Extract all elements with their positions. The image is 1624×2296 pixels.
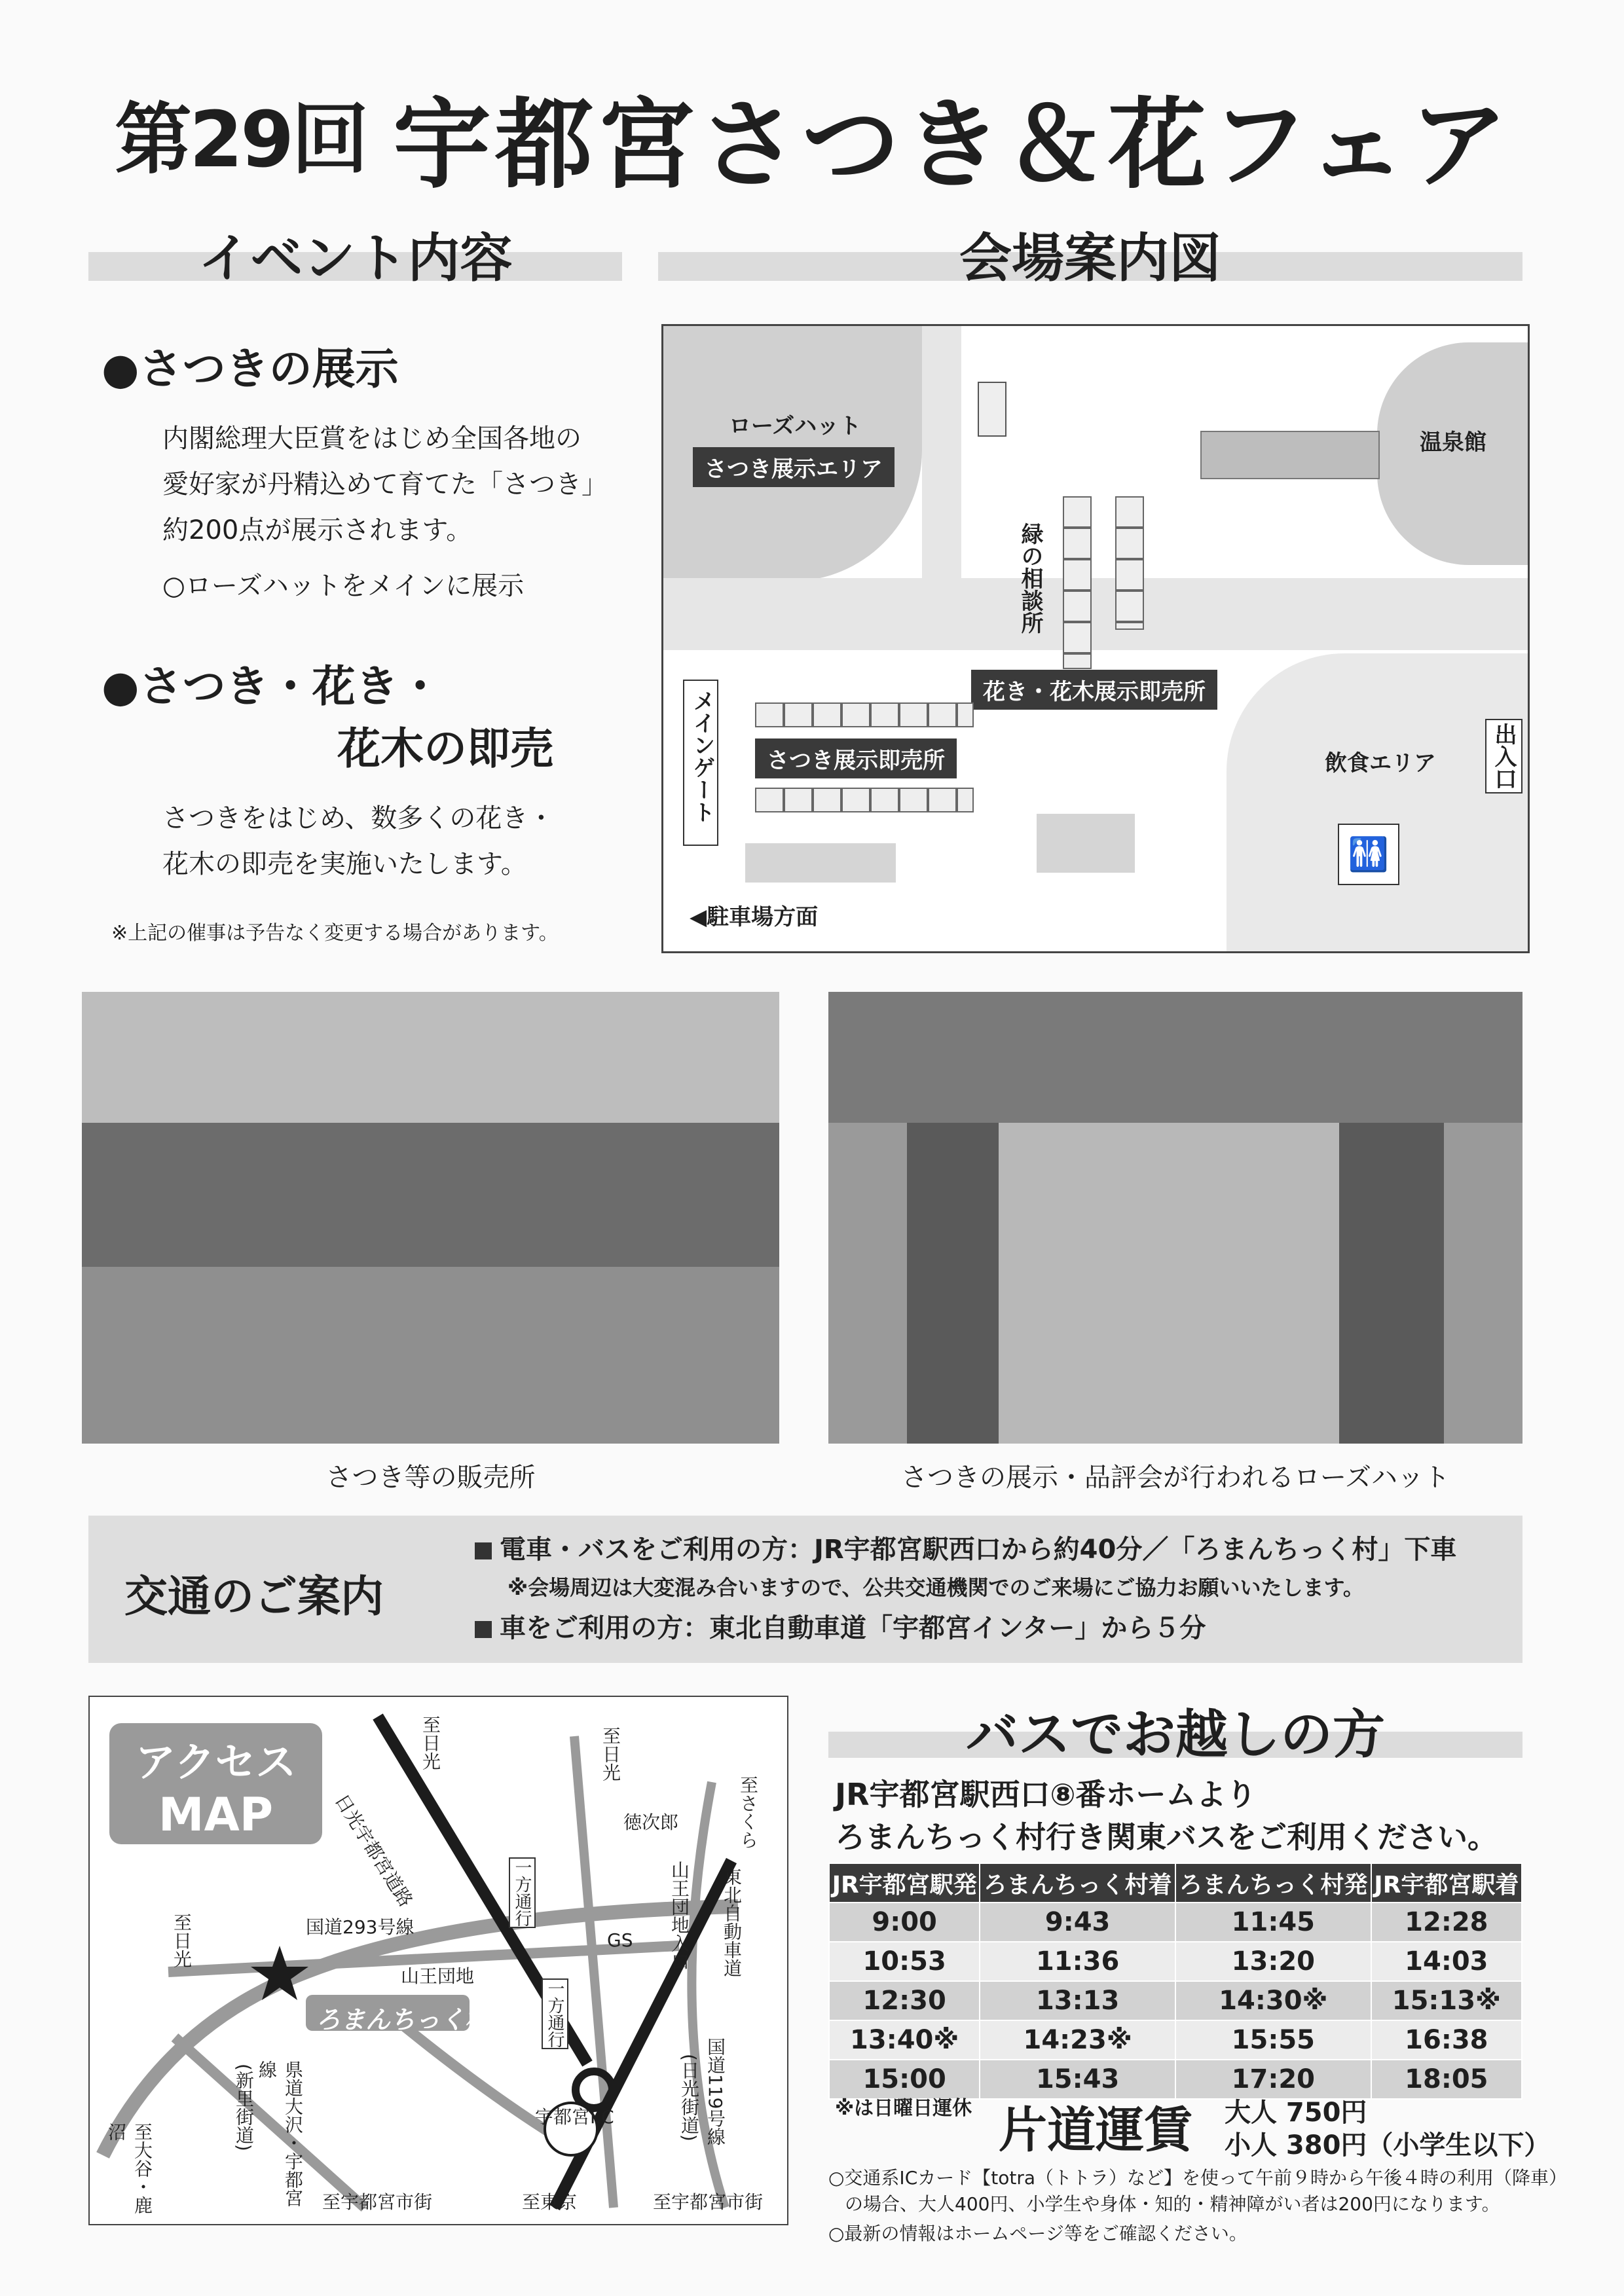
city-label-1: 至宇都宮市街 — [322, 2191, 433, 2213]
nikko-top-label: 至日光 — [420, 1715, 441, 1770]
page-title: 宇都宮さつき＆花フェア — [393, 88, 1512, 202]
oneway-label-2: 一方通行 — [542, 1978, 568, 2049]
timetable-cell: 9:00 — [829, 1903, 980, 1942]
timetable-cell: 15:55 — [1175, 2020, 1371, 2060]
timetable-cell: 13:20 — [1175, 1942, 1371, 1981]
venue-heading: 会場案内図 — [959, 228, 1221, 289]
item1-title: ●さつきの展示 — [101, 344, 399, 394]
block-2 — [1037, 814, 1135, 873]
item2-title-line2: 花木の即売 — [337, 723, 553, 774]
sale-tents-2 — [755, 788, 974, 812]
satsuki-sale-tag: さつき展示即売所 — [755, 738, 957, 778]
table-row — [829, 1981, 1522, 2020]
fare-adult: 大人 750円 — [1225, 2098, 1367, 2128]
timetable-cell: 15:13※ — [1371, 1981, 1522, 2020]
bus-line1: JR宇都宮駅西口⑧番ホームより — [835, 1777, 1257, 1812]
sanno-entrance-label: 山王団地入口 — [669, 1861, 690, 1971]
timetable-header: ろまんちっく村発 — [1175, 1863, 1371, 1903]
access-map — [88, 1696, 788, 2225]
green-booths-1 — [1063, 496, 1092, 669]
traffic-line1 — [475, 1529, 1456, 1566]
bus-line2: ろまんちっく村行き関東バスをご利用ください。 — [835, 1819, 1498, 1855]
sakura-label: 至さくら — [737, 1776, 759, 1849]
gs-label: GS — [607, 1929, 633, 1951]
walkway-vertical — [922, 326, 961, 650]
timetable-cell: 14:30※ — [1175, 1981, 1371, 2020]
photo-aisle — [999, 1123, 1339, 1444]
nikko-right-label: 至日光 — [600, 1726, 621, 1781]
traffic-line2-text: 車をご利用の方：東北自動車道「宇都宮インター」から５分 — [500, 1613, 1206, 1643]
bullet-square — [475, 1542, 492, 1559]
traffic-heading: 交通のご案内 — [124, 1571, 384, 1622]
timetable-cell: 15:43 — [980, 2060, 1175, 2099]
timetable-cell: 9:43 — [980, 1903, 1175, 1942]
route119-label: 国道119号線 — [705, 2037, 726, 2146]
table-row — [829, 1942, 1522, 1981]
timetable-header: JR宇都宮駅着 — [1371, 1863, 1522, 1903]
oya-label: 至大谷・鹿沼 — [105, 2123, 153, 2214]
timetable-cell: 13:40※ — [829, 2020, 980, 2060]
latest-note: ○最新の情報はホームページ等をご確認ください。 — [828, 2223, 1247, 2244]
sale-tents-1 — [755, 702, 974, 727]
event-heading: イベント内容 — [198, 228, 513, 289]
photo-left-caption: さつき等の販売所 — [325, 1463, 536, 1493]
photo-roof — [828, 992, 1522, 1123]
item1-line: 内閣総理大臣賞をはじめ全国各地の — [162, 424, 581, 454]
item1-line: 約200点が展示されます。 — [162, 515, 473, 545]
photo-ground — [82, 1267, 779, 1444]
utsunomiya-ic-label: 宇都宮I.C — [535, 2106, 614, 2128]
route293-label: 国道293号線 — [306, 1916, 415, 1938]
timetable-header: JR宇都宮駅発 — [829, 1863, 980, 1903]
tokujiro-label: 徳次郎 — [623, 1812, 679, 1833]
timetable-cell: 12:30 — [829, 1981, 980, 2020]
item2-line: さつきをはじめ、数多くの花き・ — [162, 803, 555, 833]
photo-right-caption: さつきの展示・品評会が行われるローズハット — [901, 1463, 1450, 1493]
timetable-cell: 14:23※ — [980, 2020, 1175, 2060]
access-title-line1: アクセス — [135, 1738, 297, 1786]
timetable-cell: 10:53 — [829, 1942, 980, 1981]
onsen-label: 温泉館 — [1420, 429, 1486, 456]
item2-title-line1: ●さつき・花き・ — [101, 661, 442, 712]
timetable-cell: 12:28 — [1371, 1903, 1522, 1942]
timetable-cell: 11:36 — [980, 1942, 1175, 1981]
tohoku-exp-label: 東北自動車道 — [721, 1867, 743, 1977]
bullet-square — [475, 1621, 492, 1638]
city-label-2: 至宇都宮市街 — [653, 2191, 764, 2213]
ic-note-line1: ○交通系ICカード【totra（トトラ）など】を使って午前９時から午後４時の利用（降車） — [828, 2167, 1568, 2189]
table-row — [829, 1903, 1522, 1942]
food-area-bg — [1227, 653, 1528, 951]
green-consult-label: 緑の相談所 — [1017, 522, 1043, 634]
access-title-line2: MAP — [158, 1788, 274, 1842]
nikko-left-label: 至日光 — [171, 1913, 193, 1968]
timetable-cell: 15:00 — [829, 2060, 980, 2099]
consult-booth — [978, 382, 1006, 437]
traffic-line1-text: 電車・バスをご利用の方：JR宇都宮駅西口から約40分／「ろまんちっく村」下車 — [500, 1535, 1457, 1565]
timetable-header: ろまんちっく村着 — [980, 1863, 1175, 1903]
green-booths-2 — [1115, 496, 1144, 630]
main-gate-label: メインゲート — [689, 689, 715, 823]
item1-sub: ○ローズハットをメインに展示 — [162, 571, 525, 601]
bus-timetable — [828, 1863, 1522, 2100]
traffic-note: ※会場周辺は大変混み合いますので、公共交通機関でのご来場にご協力お願いいたします。 — [507, 1575, 1364, 1600]
timetable-cell: 16:38 — [1371, 2020, 1522, 2060]
item1-text — [162, 416, 608, 553]
item2-text — [162, 795, 554, 887]
photo-sales-area — [82, 992, 779, 1444]
pref-road-label: 県道大沢・宇都宮線 — [256, 2060, 304, 2207]
block-1 — [745, 843, 896, 883]
bus-heading: バスでお越しの方 — [966, 1704, 1385, 1765]
sanno-label: 山王団地 — [401, 1965, 475, 1987]
photo-rose-hut — [828, 992, 1522, 1444]
fare-label: 片道運賃 — [999, 2102, 1192, 2159]
flower-sale-tag: 花き・花木展示即売所 — [971, 670, 1217, 710]
shinsato-label: (新里街道) — [233, 2064, 255, 2151]
fare-child: 小人 380円（小学生以下） — [1225, 2130, 1551, 2160]
timetable-cell: 13:13 — [980, 1981, 1175, 2020]
sunday-note: ※は日曜日運休 — [835, 2097, 972, 2120]
photo-tents — [82, 1123, 779, 1267]
timetable-cell: 11:45 — [1175, 1903, 1371, 1942]
timetable-cell: 18:05 — [1371, 2060, 1522, 2099]
toilet-icon: 🚻 — [1338, 824, 1399, 885]
table-row — [829, 2020, 1522, 2060]
walkway — [663, 578, 1528, 650]
onsen-entrance — [1200, 431, 1380, 479]
nikko-ut-road-label: 日光宇都宮道路 — [330, 1790, 417, 1911]
item2-line: 花木の即売を実施いたします。 — [162, 849, 527, 879]
romantic-village-label: ろまんちっく村 — [316, 2005, 490, 2034]
satsuki-area-tag: さつき展示エリア — [693, 447, 895, 487]
food-area-label: 飲食エリア — [1325, 750, 1436, 776]
rose-hut-label: ローズハット — [729, 413, 862, 439]
venue-map — [661, 324, 1530, 953]
event-note: ※上記の催事は予告なく変更する場合があります。 — [111, 922, 559, 945]
traffic-line2 — [475, 1607, 1206, 1645]
edition-number: 第29回 — [115, 94, 367, 185]
ic-note-line2: の場合、大人400円、小学生や身体・知的・精神障がい者は200円になります。 — [845, 2193, 1500, 2215]
timetable-cell: 17:20 — [1175, 2060, 1371, 2099]
nikko-kaido-label: (日光街道) — [678, 2054, 700, 2141]
parking-direction: ◀駐車場方面 — [690, 904, 819, 930]
item1-line: 愛好家が丹精込めて育てた「さつき」 — [162, 469, 608, 500]
timetable-cell: 14:03 — [1371, 1942, 1522, 1981]
tokyo-label: 至東京 — [522, 2191, 578, 2213]
exit-label: 出入口 — [1485, 719, 1522, 793]
oneway-label-1: 一方通行 — [509, 1857, 536, 1928]
